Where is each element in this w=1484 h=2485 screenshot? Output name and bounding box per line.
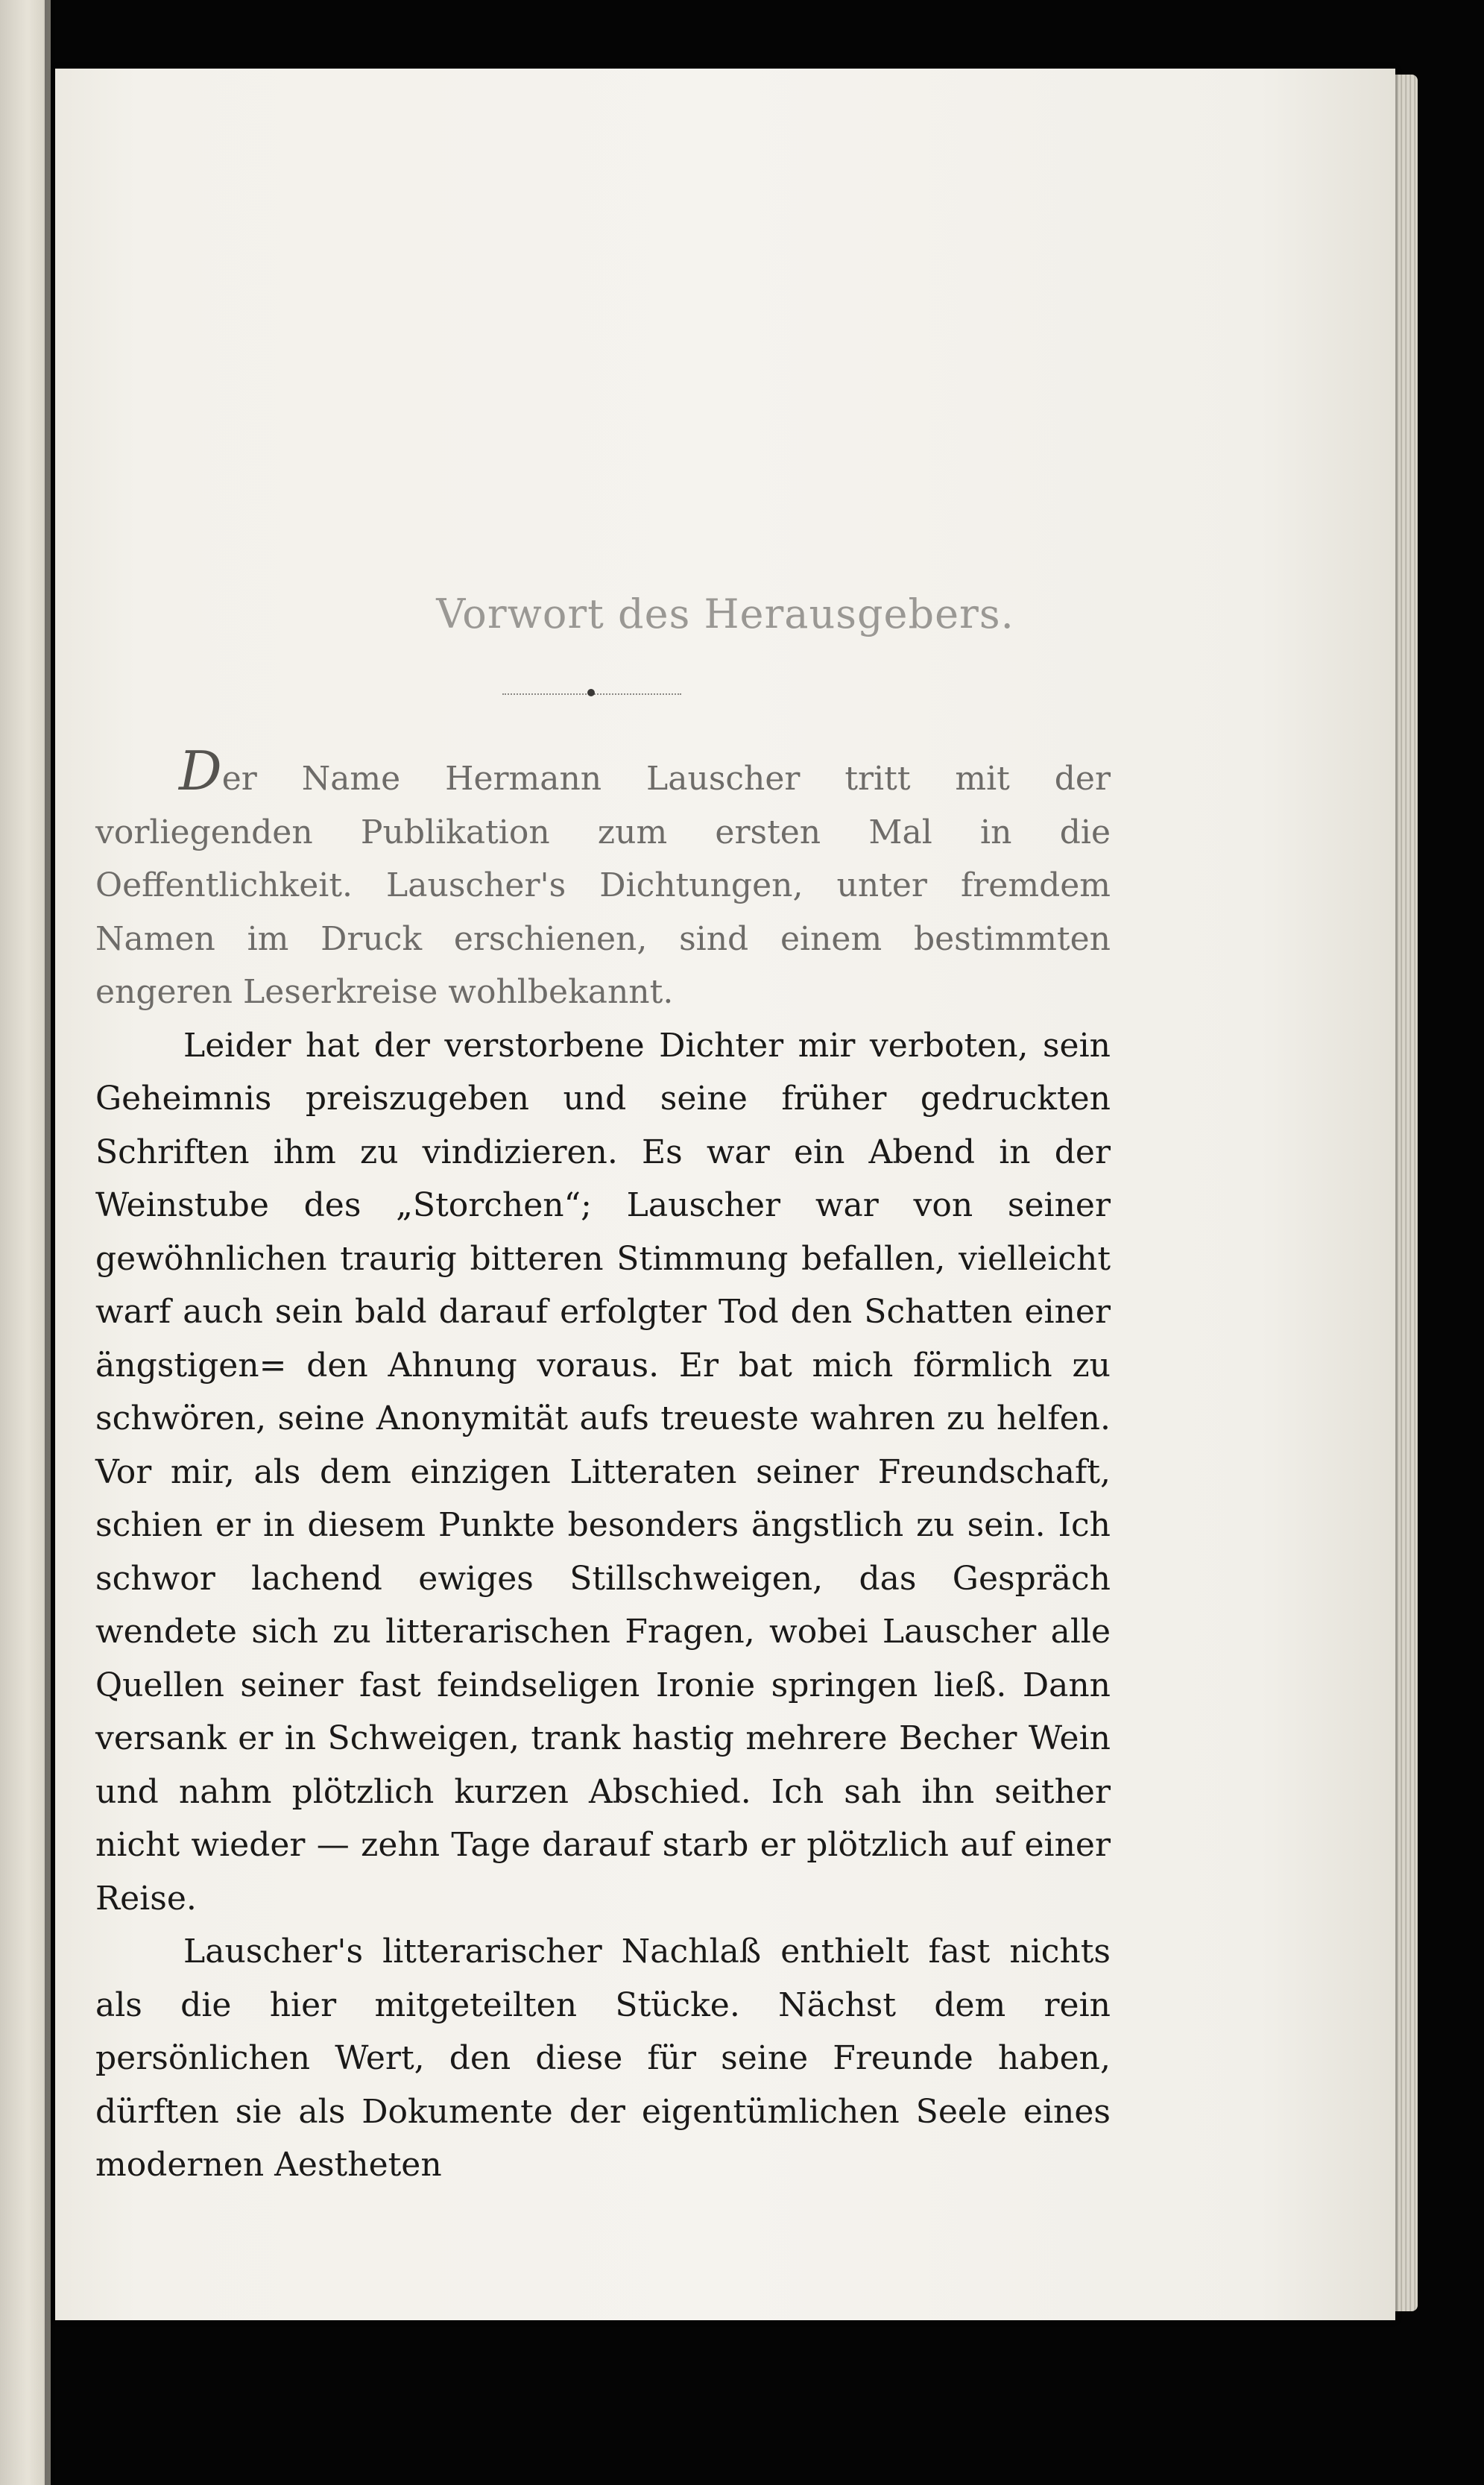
paragraph-2: Leider hat der verstorbene Dichter mir verboten, sein Geheimnis preiszugeben und seine früher gedruckten Schriften ihm zu vindizieren. Es war ein Abend in der Weinstube des „Storchen“; Lauscher war von seiner gewöhnlichen traurig bitteren Stimmung befallen, vielleicht warf auch sein bald darauf erfolgter Tod den Schatten einer ängstigen= den Ahnung voraus. Er bat mich förmlich zu schwören, seine Anonymität aufs treueste wahren zu helfen. Vor mir, als dem einzigen Litteraten seiner Freundschaft, schien er in diesem Punkte besonders ängstlich zu sein. Ich schwor lachend ewiges Stillschweigen, das Gespräch wendete sich zu litterarischen Fragen, wobei Lauscher alle Quellen seiner fast feindseligen Ironie springen ließ. Dann versank er in Schweigen, trank hastig mehrere Becher Wein und nahm plötzlich kurzen Abschied. Ich sah ihn seither nicht wieder — zehn Tage darauf starb er plötzlich auf einer Reise. [95, 1026, 1111, 1918]
previous-page-edge [0, 0, 51, 2485]
paragraph-3: Lauscher's litterarischer Nachlaß enthielt fast nichts als die hier mitgeteilten Stücke. Nächst dem rein persönlichen Wert, den diese für seine Freunde haben, dürften sie als Dokumente der eigentümlichen Seele eines modernen Aestheten [95, 1933, 1111, 2184]
drop-cap: D [179, 740, 222, 802]
paragraph-1-text: er Name Hermann Lauscher tritt mit der vorliegenden Publikation zum ersten Mal in die Oeffentlichkeit. Lauscher's Dichtungen, unter fremdem Namen im Druck erschienen, sind einem bestimmten engeren Leserkreise wohlbekannt. [95, 760, 1111, 1011]
book-page [55, 69, 1395, 2320]
title-ornament-dot [587, 689, 595, 696]
page-title: Vorwort des Herausgebers. [436, 590, 1014, 637]
paragraph-1 [95, 740, 1111, 1019]
body-text [95, 740, 1111, 2192]
